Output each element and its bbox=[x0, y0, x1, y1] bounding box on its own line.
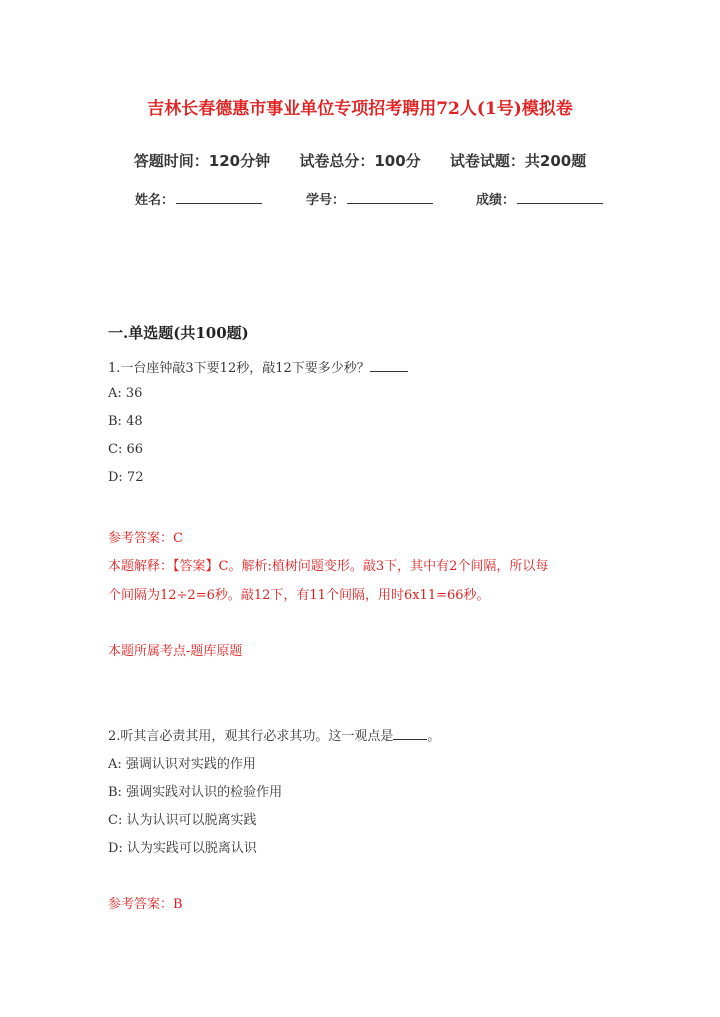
q2-stem-text: 2.听其言必责其用，观其行必求其功。这一观点是 bbox=[108, 729, 394, 744]
q2-answer: 参考答案：B bbox=[108, 897, 183, 912]
q1-explanation-line2: 个间隔为12÷2=6秒。敲12下，有11个间隔，用时6x11=66秒。 bbox=[108, 588, 490, 603]
q1-option-b: B: 48 bbox=[108, 414, 143, 429]
score-field[interactable] bbox=[476, 189, 603, 208]
q2-option-c: C: 认为认识可以脱离实践 bbox=[108, 813, 257, 828]
score-line bbox=[517, 189, 603, 204]
q1-stem bbox=[108, 357, 408, 376]
q2-blank bbox=[393, 727, 427, 740]
q1-option-d: D: 72 bbox=[108, 470, 144, 485]
q1-source: 本题所属考点-题库原题 bbox=[108, 644, 243, 659]
name-field[interactable] bbox=[135, 189, 262, 208]
exam-title: 吉林长春德惠市事业单位专项招考聘用72人(1号)模拟卷 bbox=[147, 99, 573, 119]
q1-blank bbox=[370, 359, 408, 372]
exam-total-score: 试卷总分：100分 bbox=[299, 152, 421, 170]
id-line bbox=[347, 189, 433, 204]
name-label: 姓名： bbox=[135, 193, 175, 208]
score-label: 成绩： bbox=[476, 193, 516, 208]
q1-answer: 参考答案：C bbox=[108, 531, 183, 546]
q2-option-b: B: 强调实践对认识的检验作用 bbox=[108, 785, 283, 800]
name-line bbox=[176, 189, 262, 204]
section-title: 一.单选题(共100题) bbox=[108, 324, 249, 342]
q2-option-d: D: 认为实践可以脱离认识 bbox=[108, 841, 257, 856]
id-label: 学号： bbox=[306, 193, 346, 208]
q1-option-a: A: 36 bbox=[108, 386, 143, 401]
q1-option-c: C: 66 bbox=[108, 442, 144, 457]
q2-stem-end: 。 bbox=[427, 729, 441, 744]
exam-total-questions: 试卷试题：共200题 bbox=[449, 152, 587, 170]
q1-explanation-line1: 本题解释：【答案】C。解析:植树问题变形。敲3下，其中有2个间隔，所以每 bbox=[108, 559, 549, 574]
exam-meta bbox=[0, 150, 720, 171]
id-field[interactable] bbox=[306, 189, 433, 208]
q2-stem bbox=[108, 725, 440, 744]
q1-stem-text: 1.一台座钟敲3下要12秒，敲12下要多少秒？ bbox=[108, 361, 370, 376]
exam-time: 答题时间：120分钟 bbox=[133, 152, 271, 170]
q2-option-a: A: 强调认识对实践的作用 bbox=[108, 757, 256, 772]
